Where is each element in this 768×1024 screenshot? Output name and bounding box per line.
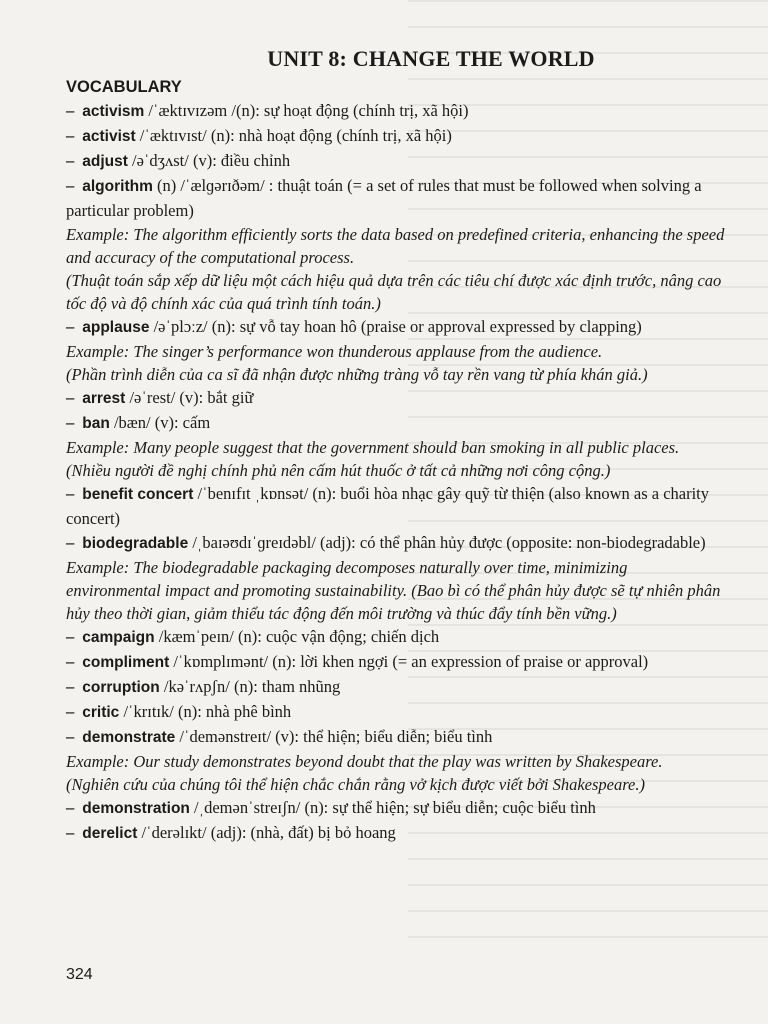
vocab-word: activism xyxy=(82,103,145,120)
vocab-definition: /əˈrest/ (v): bắt giữ xyxy=(125,388,254,407)
vocab-definition: /bæn/ (v): cấm xyxy=(109,413,211,432)
entry-dash: – xyxy=(66,627,75,646)
vocab-definition: /ˌdemənˈstreɪʃn/ (n): sự thể hiện; sự biểu diễn; cuộc biểu tình xyxy=(189,798,596,817)
vocab-word: corruption xyxy=(82,679,160,696)
page-number: 324 xyxy=(66,966,93,983)
vocab-definition: /ˈæktɪvɪst/ (n): nhà hoạt động (chính trị, xã hội) xyxy=(135,126,452,145)
vocab-definition: /ˈæktɪvɪzəm /(n): sự hoạt động (chính trị, xã hội) xyxy=(144,101,469,120)
entry-dash: – xyxy=(66,317,75,336)
example-text: Example: Our study demonstrates beyond doubt that the play was written by Shakespeare. xyxy=(66,752,663,771)
entry-dash: – xyxy=(66,413,75,432)
vocab-definition: /əˈdʒʌst/ (v): điều chỉnh xyxy=(127,151,291,170)
vocab-word: ban xyxy=(82,415,110,432)
vocab-definition: /ˈbenɪfɪt ˌkɒnsət/ (n): buổi hòa nhạc gây quỹ từ thiện (also known as a charity concert) xyxy=(66,484,710,528)
vocab-definition: /ˈdemənstreɪt/ (v): thể hiện; biểu diễn; biểu tình xyxy=(175,727,493,746)
entry-dash: – xyxy=(66,677,75,696)
vocab-word: demonstration xyxy=(82,800,190,817)
entry-dash: – xyxy=(66,484,75,503)
vocab-definition: /ˈkrɪtɪk/ (n): nhà phê bình xyxy=(119,702,292,721)
example-text: (Phần trình diễn của ca sĩ đã nhận được những tràng vỗ tay rền vang từ phía khán giả.) xyxy=(66,365,648,384)
vocab-word: applause xyxy=(82,319,150,336)
example-text: (Nghiên cứu của chúng tôi thể hiện chắc chắn rằng vở kịch được viết bởi Shakespeare.) xyxy=(66,775,645,794)
vocab-entry xyxy=(66,796,726,821)
example-text: (Thuật toán sắp xếp dữ liệu một cách hiệu quả dựa trên các tiêu chí được xác định trước, nâng cao tốc độ và độ chính xác của quá trình tính toán.) xyxy=(66,271,722,313)
vocab-word: activist xyxy=(82,128,136,145)
vocabulary-list xyxy=(66,99,726,846)
vocab-word: demonstrate xyxy=(82,729,176,746)
example-text: Example: The singer’s performance won thunderous applause from the audience. xyxy=(66,342,603,361)
vocab-word: adjust xyxy=(82,153,128,170)
vocab-entry xyxy=(66,725,726,750)
vocab-entry xyxy=(66,149,726,174)
vocab-word: arrest xyxy=(82,390,126,407)
example-text: Example: The algorithm efficiently sorts the data based on predefined criteria, enhancing the speed and accuracy of the computational process. xyxy=(66,225,725,267)
vocab-entry xyxy=(66,625,726,650)
vocab-word: derelict xyxy=(82,825,138,842)
section-heading: VOCABULARY xyxy=(66,78,182,96)
example-text: (Nhiều người đề nghị chính phủ nên cấm hút thuốc ở tất cả những nơi công cộng.) xyxy=(66,461,611,480)
vocab-word: benefit concert xyxy=(82,486,194,503)
vocab-entry xyxy=(66,174,726,223)
vocab-word: critic xyxy=(82,704,120,721)
entry-dash: – xyxy=(66,101,75,120)
vocab-entry xyxy=(66,482,726,531)
vocab-entry xyxy=(66,675,726,700)
vocab-entry xyxy=(66,650,726,675)
entry-dash: – xyxy=(66,388,75,407)
vocab-definition: /ˈkɒmplɪmənt/ (n): lời khen ngợi (= an expression of praise or approval) xyxy=(169,652,649,671)
vocab-entry xyxy=(66,531,726,556)
entry-dash: – xyxy=(66,126,75,145)
vocab-entry xyxy=(66,99,726,124)
vocab-entry xyxy=(66,411,726,436)
vocab-entry xyxy=(66,821,726,846)
entry-dash: – xyxy=(66,652,75,671)
vocab-definition: /ˌbaɪəʊdɪˈɡreɪdəbl/ (adj): có thể phân hủy được (opposite: non-biodegradable) xyxy=(188,533,706,552)
page-title: UNIT 8: CHANGE THE WORLD xyxy=(267,46,595,71)
vocab-definition: /ˈderəlɪkt/ (adj): (nhà, đất) bị bỏ hoang xyxy=(137,823,396,842)
entry-dash: – xyxy=(66,823,75,842)
vocab-definition: (n) /ˈælɡərɪðəm/ : thuật toán (= a set of rules that must be followed when solving a particular problem) xyxy=(66,176,702,220)
entry-dash: – xyxy=(66,798,75,817)
example-text: Example: The biodegradable packaging decomposes naturally over time, minimizing environmental impact and promoting sustainability. (Bao bì có thể phân hủy được sẽ tự nhiên phân hủy theo thời gian, giảm thiểu tác động đến môi trường và thúc đẩy tính bền vững.) xyxy=(66,558,721,623)
entry-dash: – xyxy=(66,702,75,721)
vocab-word: compliment xyxy=(82,654,170,671)
vocab-entry xyxy=(66,315,726,340)
vocab-entry xyxy=(66,124,726,149)
entry-dash: – xyxy=(66,727,75,746)
vocab-word: algorithm xyxy=(82,178,153,195)
vocab-definition: /kəˈrʌpʃn/ (n): tham nhũng xyxy=(159,677,341,696)
example-text: Example: Many people suggest that the government should ban smoking in all public places. xyxy=(66,438,680,457)
entry-dash: – xyxy=(66,176,75,195)
entry-dash: – xyxy=(66,151,75,170)
vocab-definition: /əˈplɔːz/ (n): sự vỗ tay hoan hô (praise or approval expressed by clapping) xyxy=(149,317,642,336)
vocab-word: biodegradable xyxy=(82,535,189,552)
vocab-entry xyxy=(66,386,726,411)
entry-dash: – xyxy=(66,533,75,552)
vocab-word: campaign xyxy=(82,629,155,646)
vocab-definition: /kæmˈpeɪn/ (n): cuộc vận động; chiến dịch xyxy=(154,627,440,646)
vocab-entry xyxy=(66,700,726,725)
